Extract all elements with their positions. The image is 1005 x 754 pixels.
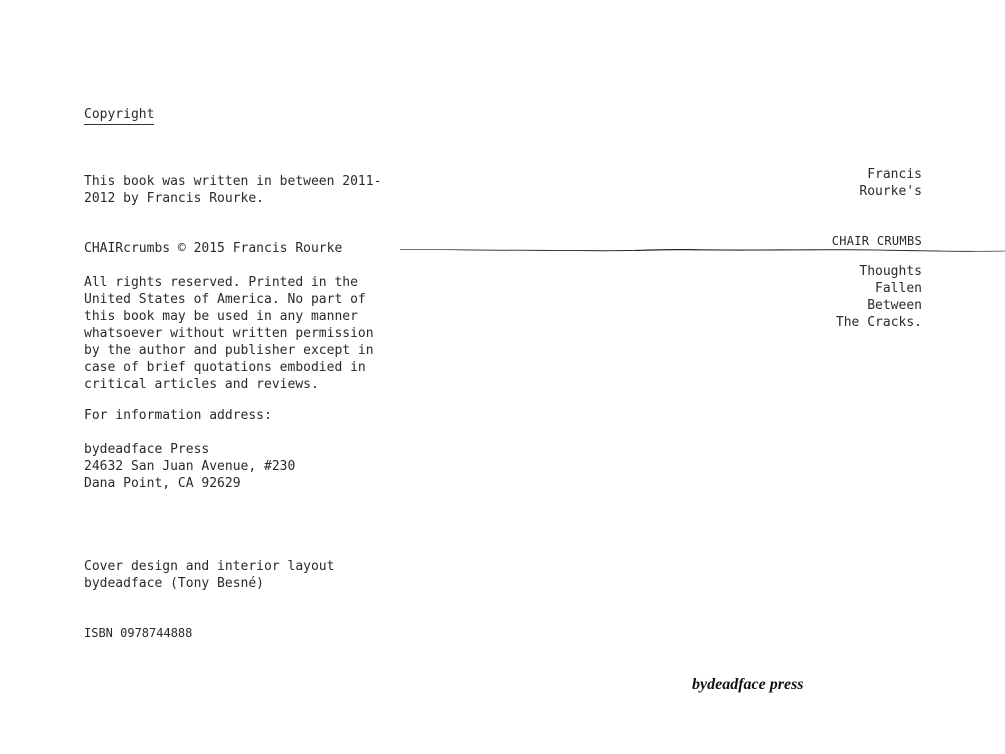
rights-statement: All rights reserved. Printed in the United States of America. No part of this book may be used in any manner whatsoever without written permission by the author and publisher except in case of brief quotations embodied in critical articles and reviews. xyxy=(84,275,374,392)
book-title: CHAIR CRUMBS xyxy=(831,234,922,248)
isbn-number: ISBN 0978744888 xyxy=(84,626,193,640)
book-subtitle: Thoughts Fallen Between The Cracks. xyxy=(835,264,922,330)
written-note: This book was written in between 2011- 2012 by Francis Rourke. xyxy=(84,174,382,206)
copyright-heading: Copyright xyxy=(84,106,154,125)
cover-design-credit: Cover design and interior layout bydeadface (Tony Besné) xyxy=(84,559,335,591)
crack-line-divider xyxy=(400,244,1005,256)
title-page xyxy=(400,0,1005,754)
author-name: Francis Rourke's xyxy=(859,167,922,199)
copyright-line: CHAIRcrumbs © 2015 Francis Rourke xyxy=(84,241,343,256)
copyright-page xyxy=(84,0,404,754)
publisher-address: bydeadface Press 24632 San Juan Avenue, #230 Dana Point, CA 92629 xyxy=(84,442,296,491)
publisher-imprint: bydeadface press xyxy=(692,676,804,693)
info-address-label: For information address: xyxy=(84,408,272,423)
